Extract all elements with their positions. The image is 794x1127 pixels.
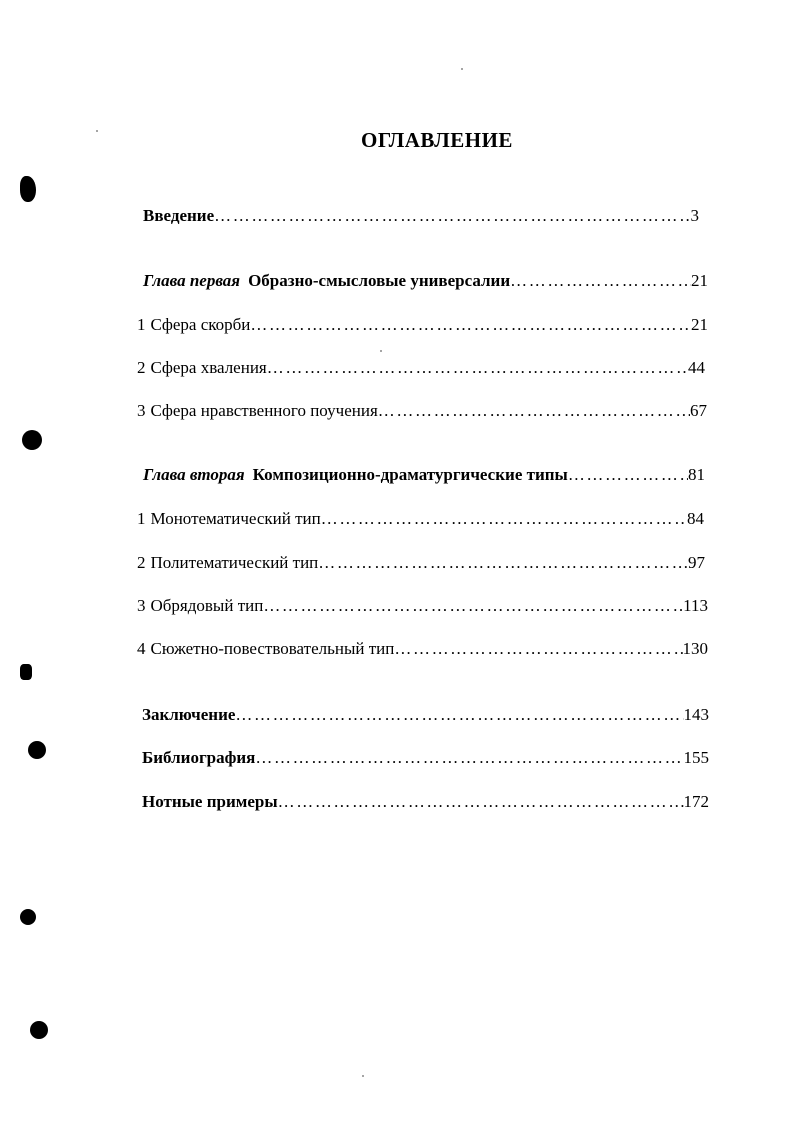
toc-entry-section[interactable] — [137, 399, 707, 423]
toc-page-number: 172 — [683, 792, 709, 811]
scan-speck — [461, 68, 463, 70]
section-number: 2 — [137, 553, 146, 572]
section-number: 3 — [137, 401, 146, 420]
dot-leader — [255, 746, 683, 770]
chapter-prefix: Глава вторая — [143, 465, 245, 484]
section-number: 3 — [137, 596, 146, 615]
page-title: ОГЛАВЛЕНИЕ — [361, 128, 513, 152]
section-title: Обрядовый тип — [150, 596, 264, 615]
toc-entry-chapter-2[interactable] — [143, 463, 705, 487]
section-number: 1 — [137, 509, 146, 528]
toc-entry-section[interactable] — [137, 637, 708, 661]
dot-leader — [318, 551, 688, 575]
toc-entry-bibliography[interactable] — [142, 746, 709, 770]
toc-entry-label: Введение — [143, 206, 215, 225]
toc-entry-section[interactable] — [137, 313, 708, 337]
toc-page-number: 21 — [691, 315, 708, 334]
toc-entry-label: Заключение — [142, 705, 236, 724]
toc-entry-label: Библиография — [142, 748, 256, 767]
chapter-title: Композиционно-драматургические типы — [252, 465, 568, 484]
toc-page-number: 67 — [690, 401, 707, 420]
punch-hole-mark — [22, 430, 42, 450]
dot-leader — [214, 204, 690, 228]
toc-entry-introduction[interactable] — [143, 204, 699, 228]
toc-page-number: 97 — [688, 553, 705, 572]
section-title: Сфера скорби — [150, 315, 251, 334]
toc-entry-section[interactable] — [137, 551, 705, 575]
toc-page-number: 143 — [683, 705, 709, 724]
section-title: Монотематический тип — [150, 509, 321, 528]
scan-speck — [362, 1075, 364, 1077]
dot-leader — [394, 637, 682, 661]
dot-leader — [263, 594, 683, 618]
section-number: 2 — [137, 358, 146, 377]
toc-entry-section[interactable] — [137, 507, 704, 531]
dot-leader — [250, 313, 691, 337]
toc-page-number: 81 — [688, 465, 705, 484]
section-number: 1 — [137, 315, 146, 334]
scan-speck — [380, 350, 382, 352]
toc-page-number: 44 — [688, 358, 705, 377]
punch-hole-mark — [28, 741, 46, 759]
toc-entry-label: Нотные примеры — [142, 792, 278, 811]
toc-page-number: 3 — [690, 206, 699, 225]
toc-entry-section[interactable] — [137, 356, 705, 380]
dot-leader — [510, 269, 691, 293]
toc-entry-chapter-1[interactable] — [143, 269, 708, 293]
toc-page-number: 113 — [683, 596, 708, 615]
toc-entry-conclusion[interactable] — [142, 703, 709, 727]
toc-page-number: 155 — [683, 748, 709, 767]
dot-leader — [235, 703, 683, 727]
toc-page-number: 21 — [691, 271, 708, 290]
dot-leader — [278, 790, 684, 814]
dot-leader — [568, 463, 688, 487]
chapter-prefix: Глава первая — [143, 271, 241, 290]
punch-hole-mark — [20, 176, 36, 202]
toc-page-number: 130 — [682, 639, 708, 658]
punch-hole-mark — [30, 1021, 48, 1039]
dot-leader — [267, 356, 688, 380]
dot-leader — [378, 399, 690, 423]
punch-hole-mark — [20, 664, 32, 680]
toc-entry-section[interactable] — [137, 594, 708, 618]
section-number: 4 — [137, 639, 146, 658]
section-title: Сфера нравственного поучения — [150, 401, 378, 420]
toc-page-number: 84 — [687, 509, 704, 528]
section-title: Политематический тип — [150, 553, 319, 572]
section-title: Сфера хваления — [150, 358, 267, 377]
section-title: Сюжетно-повествовательный тип — [150, 639, 395, 658]
chapter-title: Образно-смысловые универсалии — [248, 271, 511, 290]
dot-leader — [321, 507, 687, 531]
punch-hole-mark — [20, 909, 36, 925]
toc-entry-music-examples[interactable] — [142, 790, 709, 814]
